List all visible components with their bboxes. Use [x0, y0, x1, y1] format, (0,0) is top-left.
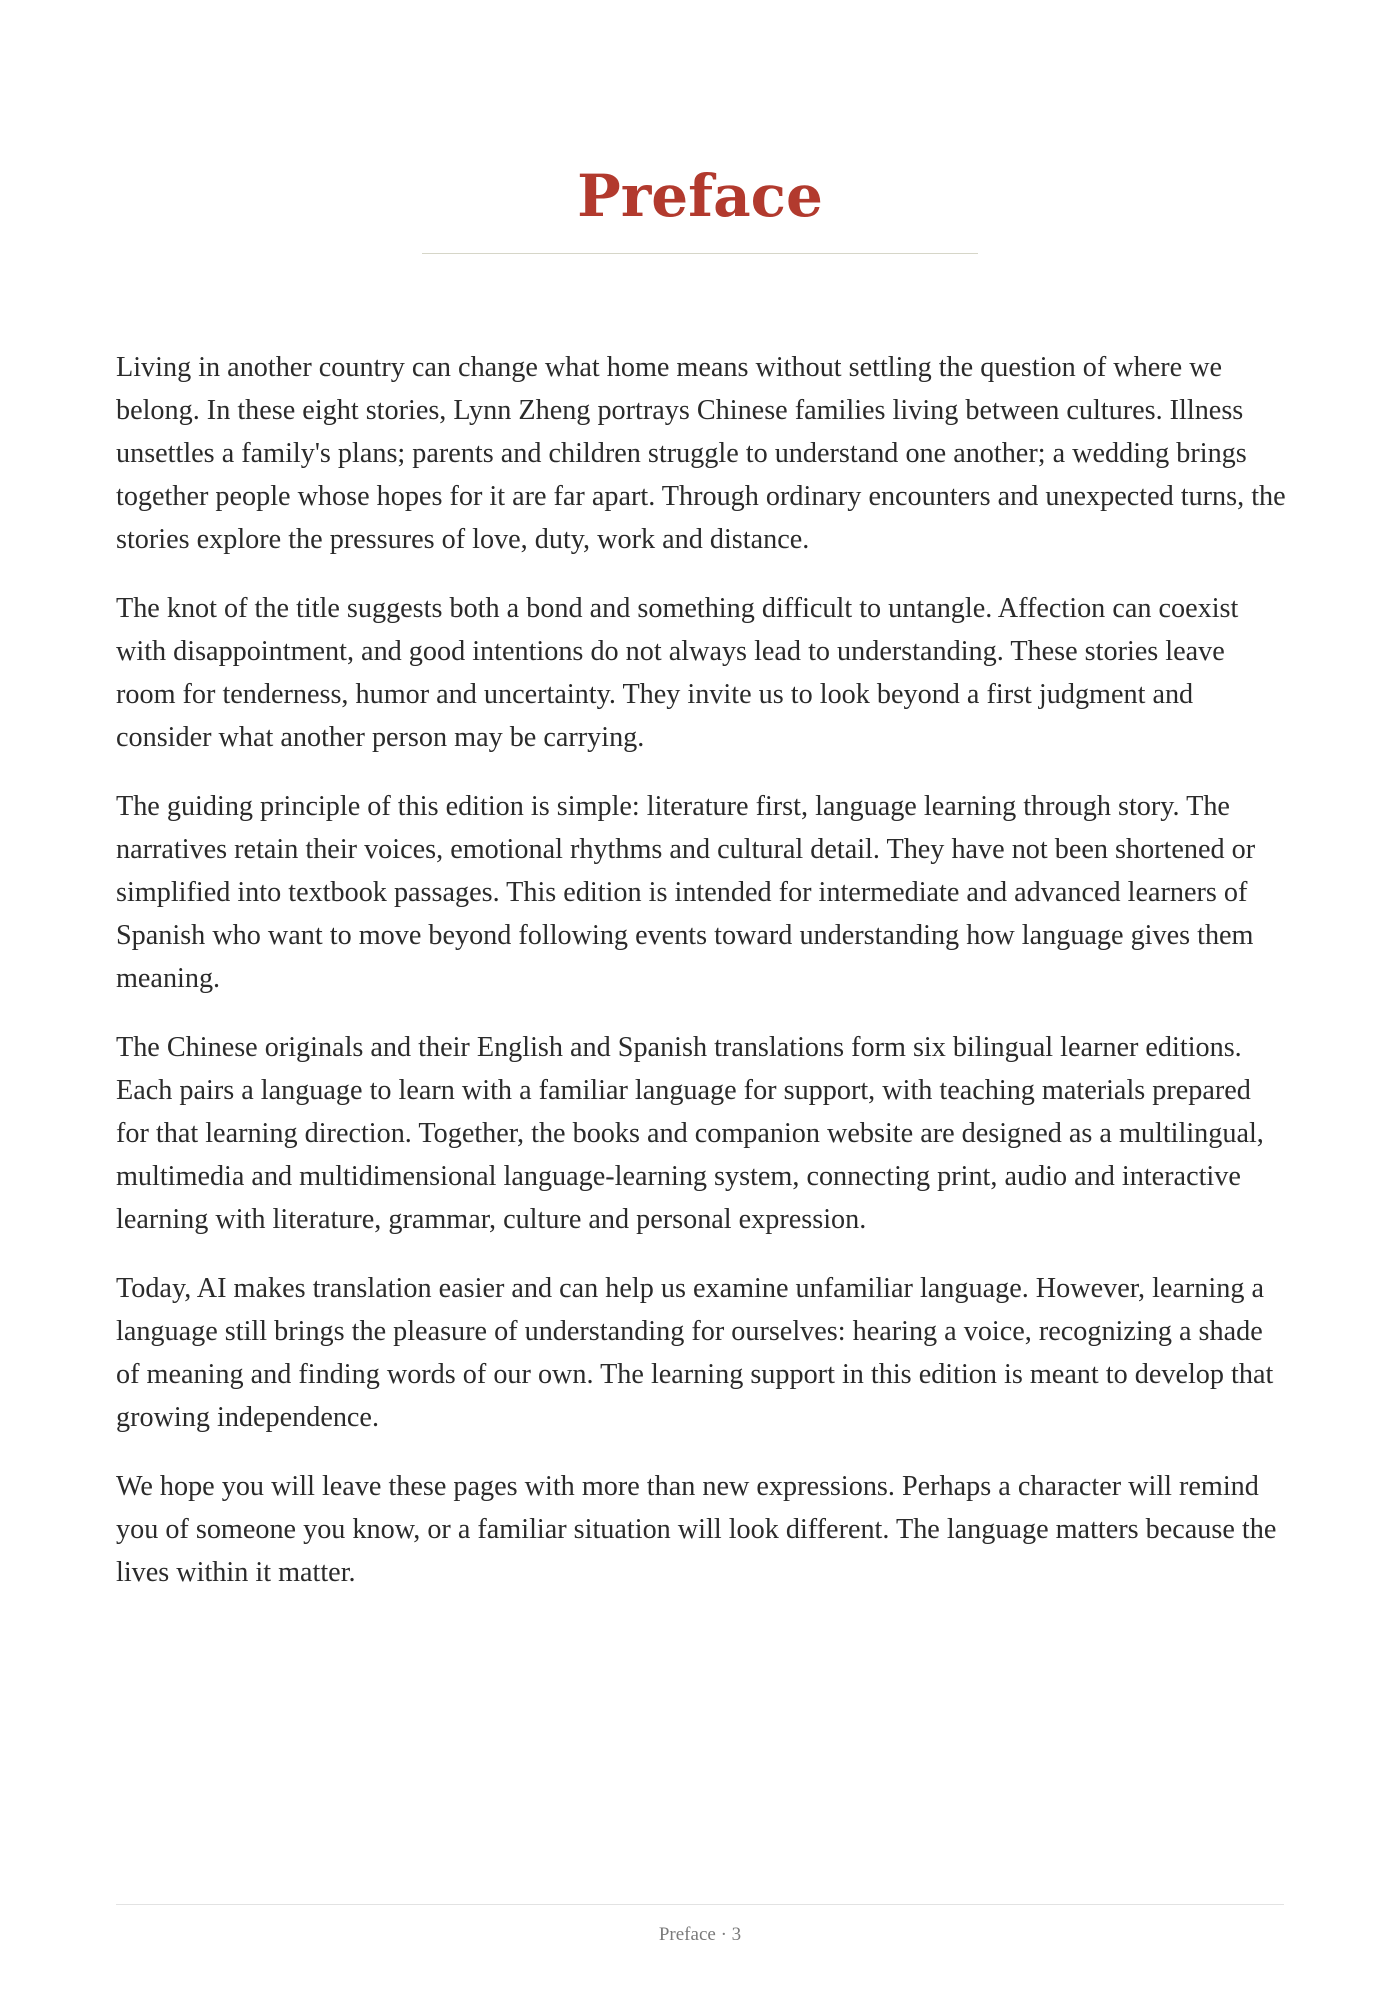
footer-divider [116, 1904, 1284, 1905]
title-divider [422, 253, 978, 254]
page-footer: Preface · 3 [658, 1924, 742, 1945]
paragraph-2: The knot of the title suggests both a bond and something difficult to untangle. Affection can coexist with disappointment, and good intentions do not always lead to understanding. These stories leave room for tenderness, humor and uncertainty. They invite us to look beyond a first judgment and consider what another person may be carrying. [116, 593, 1239, 753]
paragraph-1: Living in another country can change what home means without settling the question of where we belong. In these eight stories, Lynn Zheng portrays Chinese families living between cultures. Illness unsettles a family's plans; parents and children struggle to understand one another; a wedding brings together people whose hopes for it are far apart. Through ordinary encounters and unexpected turns, the stories explore the pressures of love, duty, work and distance. [116, 352, 1286, 555]
paragraph-5: Today, AI makes translation easier and can help us examine unfamiliar language. However, learning a language still brings the pleasure of understanding for ourselves: hearing a voice, recognizing a shade of meaning and finding words of our own. The learning support in this edition is meant to develop that growing independence. [116, 1273, 1274, 1433]
paragraph-3: The guiding principle of this edition is simple: literature first, language learning through story. The narratives retain their voices, emotional rhythms and cultural detail. They have not been shortened or simplified into textbook passages. This edition is intended for intermediate and advanced learners of Spanish who want to move beyond following events toward understanding how language gives them meaning. [116, 791, 1256, 994]
paragraph-6: We hope you will leave these pages with more than new expressions. Perhaps a character will remind you of someone you know, or a familiar situation will look different. The language matters because the lives within it matter. [116, 1471, 1277, 1588]
paragraph-4: The Chinese originals and their English and Spanish translations form six bilingual learner editions. Each pairs a language to learn with a familiar language for support, with teaching materials prepared for that learning direction. Together, the books and companion website are designed as a multilingual, multimedia and multidimensional language-learning system, connecting print, audio and interactive learning with literature, grammar, culture and personal expression. [116, 1032, 1264, 1235]
page-title: Preface [577, 162, 823, 230]
preface-body [116, 346, 1286, 1620]
